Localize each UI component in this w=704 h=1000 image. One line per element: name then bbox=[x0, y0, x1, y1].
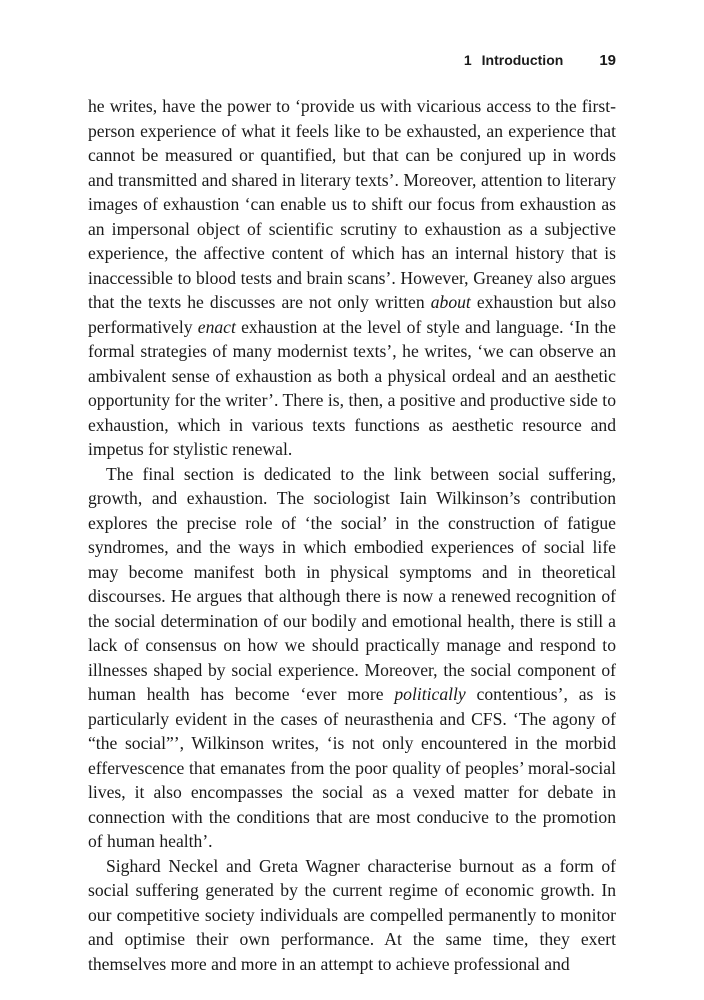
chapter-title: Introduction bbox=[481, 52, 564, 68]
body-text bbox=[88, 94, 616, 976]
text-run: exhaustion at the level of style and language. ‘In the formal strategies of many modernist texts’, he writes, ‘we can observe an ambivalent sense of exhaustion as both a physical ordeal and an aesthetic opportunity for the writer’. There is, then, a positive and productive side to exhaustion, which in various texts functions as aesthetic resource and impetus for stylistic renewal. bbox=[88, 316, 616, 459]
page-number: 19 bbox=[599, 52, 616, 69]
paragraph-2 bbox=[88, 462, 616, 854]
italic-run: about bbox=[430, 292, 471, 312]
chapter-number: 1 bbox=[463, 52, 472, 68]
paragraph-3 bbox=[88, 854, 616, 977]
book-page bbox=[88, 52, 616, 976]
text-run: he writes, have the power to ‘provide us with vicarious access to the first-person experience of what it feels like to be exhausted, an experience that cannot be measured or quantified, but that can be conjured up in words and transmitted and shared in literary texts’. Moreover, attention to literary images of exhaustion ‘can enable us to shift our focus from exhaustion as an impersonal object of scientific scrutiny to exhaustion as a subjective experience, the affective content of which has an internal history that is inaccessible to blood tests and brain scans’. However, Greaney also argues that the texts he discusses are not only written bbox=[88, 96, 616, 312]
text-run: Sighard Neckel and Greta Wagner characterise burnout as a form of social suffering generated by the current regime of economic growth. In our competitive society individuals are compelled permanently to monitor and optimise their own performance. At the same time, they exert themselves more and more in an attempt to achieve professional and bbox=[88, 855, 616, 974]
text-run: exhaustion but also performatively bbox=[88, 292, 616, 337]
text-run: The final section is dedicated to the link between social suffering, growth, and exhaustion. The sociologist Iain Wilkinson’s contribution explores the precise role of ‘the social’ in the construction of fatigue syndromes, and the ways in which embodied experiences of social life may become manifest both in physical symptoms and in theoretical discourses. He argues that although there is now a renewed recognition of the social determination of our bodily and emotional health, there is still a lack of consensus on how we should practically manage and respond to illnesses shaped by social experience. Moreover, the social component of human health has become ‘ever more bbox=[88, 463, 616, 704]
paragraph-1 bbox=[88, 94, 616, 462]
text-run: contentious’, as is particularly evident in the cases of neurasthenia and CFS. ‘The agony of “the social”’, Wilkinson writes, ‘is not only encountered in the morbid effervescence that emanates from the poor quality of peoples’ moral-social lives, it also encompasses the social as a vexed matter for debate in connection with the conditions that are most conducive to the promotion of human health’. bbox=[88, 684, 616, 851]
running-head bbox=[88, 52, 616, 72]
italic-run: politically bbox=[394, 684, 466, 704]
italic-run: enact bbox=[197, 316, 236, 337]
